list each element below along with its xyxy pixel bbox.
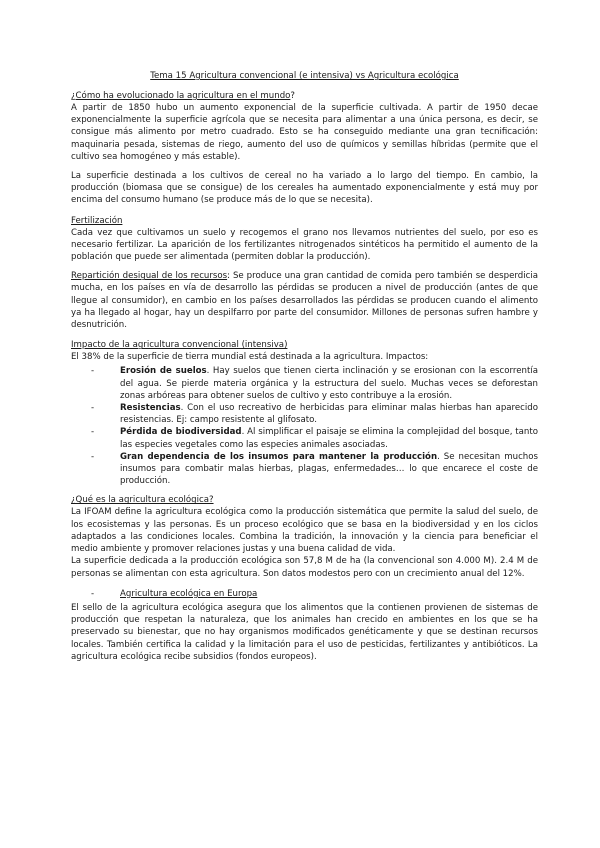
list-item: [71, 365, 538, 402]
paragraph: El sello de la agricultura ecológica asegura que los alimentos que la contienen provienen de sistemas de producción que respetan la naturaleza, que los animales han crecido en ambientes en los que se ha preservado su bienestar, que no hay organismos modificados genéticamente y que se destinan recursos locales. También certifica la calidad y la limitación para el uso de pesticidas, fertilizantes y antibióticos. La agricultura ecológica recibe subsidios (fondos europeos).: [71, 602, 538, 662]
list-item-term: Gran dependencia de los insumos para mantener la producción: [120, 451, 438, 462]
heading-suffix: ?: [290, 91, 295, 101]
section-heading-ecological: ¿Qué es la agricultura ecológica?: [71, 495, 214, 506]
dash-bullet: -: [91, 451, 95, 462]
list-item: [71, 451, 538, 488]
dash-bullet: -: [91, 403, 95, 414]
impact-list: [71, 365, 538, 487]
heading-text: ¿Cómo ha evolucionado la agricultura en el mundo: [71, 91, 291, 101]
dash-bullet: -: [91, 366, 95, 377]
list-item-text: . Al simplificar el paisaje se elimina la complejidad del bosque, tanto las especies vegetales como las especies animales asociadas.: [120, 427, 538, 450]
document-title: Tema 15 Agricultura convencional (e intensiva) vs Agricultura ecológica: [150, 71, 459, 81]
list-item-text: . Con el uso recreativo de herbicidas para eliminar malas hierbas han aparecido resistencias. Ej: campo resistente al glifosato.: [120, 403, 538, 426]
inline-label: Repartición desigual de los recursos: [71, 271, 228, 282]
subsection-heading-europe: [71, 588, 538, 600]
list-item-term: Pérdida de biodiversidad: [120, 427, 242, 438]
paragraph: [71, 270, 538, 331]
section-heading-fertilization: Fertilización: [71, 215, 123, 226]
dash-bullet: -: [91, 427, 95, 438]
paragraph: La superficie dedicada a la producción ecológica son 57,8 M de ha (la convencional son 4.000 M). 2.4 M de personas se alimentan con esta agricultura. Son datos modestos pero con un crecimiento anual del 12%.: [71, 556, 538, 579]
dash-bullet: -: [91, 588, 95, 599]
list-item-text: . Hay suelos que tienen cierta inclinación y se erosionan con la escorrentía del agua. Se pierde materia orgánica y la estructura del suelo. Muchas veces se deforestan zonas arbóreas para obtener suelos de cultivo y esto contribuye a la erosión.: [120, 366, 538, 401]
paragraph: La IFOAM define la agricultura ecológica como la producción sistemática que permite la salud del suelo, de los ecosistemas y las personas. Es un proceso ecológico que se basa en la biodiversidad y en los ciclos adaptados a las condiciones locales. Combina la tradición, la innovación y la ciencia para beneficiar el medio ambiente y promover relaciones justas y una buena calidad de vida.: [71, 507, 538, 555]
list-item-term: Erosión de suelos: [120, 366, 207, 377]
subsection-title: Agricultura ecológica en Europa: [120, 588, 258, 599]
list-item-text: . Se necesitan muchos insumos para combatir malas hierbas, plagas, enfermedades… lo que encarece el coste de producción.: [120, 451, 538, 487]
list-item-term: Resistencias: [120, 403, 181, 414]
paragraph: El 38% de la superficie de tierra mundial está destinada a la agricultura. Impactos:: [71, 352, 429, 363]
list-item: [71, 402, 538, 426]
paragraph: A partir de 1850 hubo un aumento exponencial de la superficie cultivada. A partir de 1950 decae exponencialmente la superficie agrícola que se necesita para alimentar a una única persona, es decir, se consigue más alimento por metro cuadrado. Esto se ha conseguido mediante una gran tecnificación: maquinaria pesada, sistemas de riego, aumento del uso de químicos y semillas híbridas (permite que el cultivo sea homogéneo y más estable).: [71, 103, 538, 162]
list-item: [71, 426, 538, 450]
section-heading-impact: Impacto de la agricultura convencional (intensiva): [71, 340, 288, 351]
paragraph: La superficie destinada a los cultivos de cereal no ha variado a lo largo del tiempo. En cambio, la producción (biomasa que se consigue) de los cereales ha aumentado exponencialmente y está muy por encima del consumo humano (se produce más de lo que se necesita).: [71, 171, 538, 206]
paragraph: Cada vez que cultivamos un suelo y recogemos el grano nos llevamos nutrientes del suelo, por eso es necesario fertilizar. La aparición de los fertilizantes nitrogenados sintéticos ha permitido el aumento de la población que puede ser alimentada (permiten doblar la producción).: [71, 227, 538, 263]
inline-text: : Se produce una gran cantidad de comida pero también se desperdicia mucha, en los países en vía de desarrollo las pérdidas se producen a nivel de producción (antes de que llegue al consumidor), en cambio en los países desarrollados las pérdidas se producen cuando el alimento ya ha llegado al hogar, hay un despilfarro por parte del consumidor. Millones de personas sufren hambre y desnutrición.: [71, 271, 538, 331]
section-heading-evolution: [71, 90, 538, 102]
